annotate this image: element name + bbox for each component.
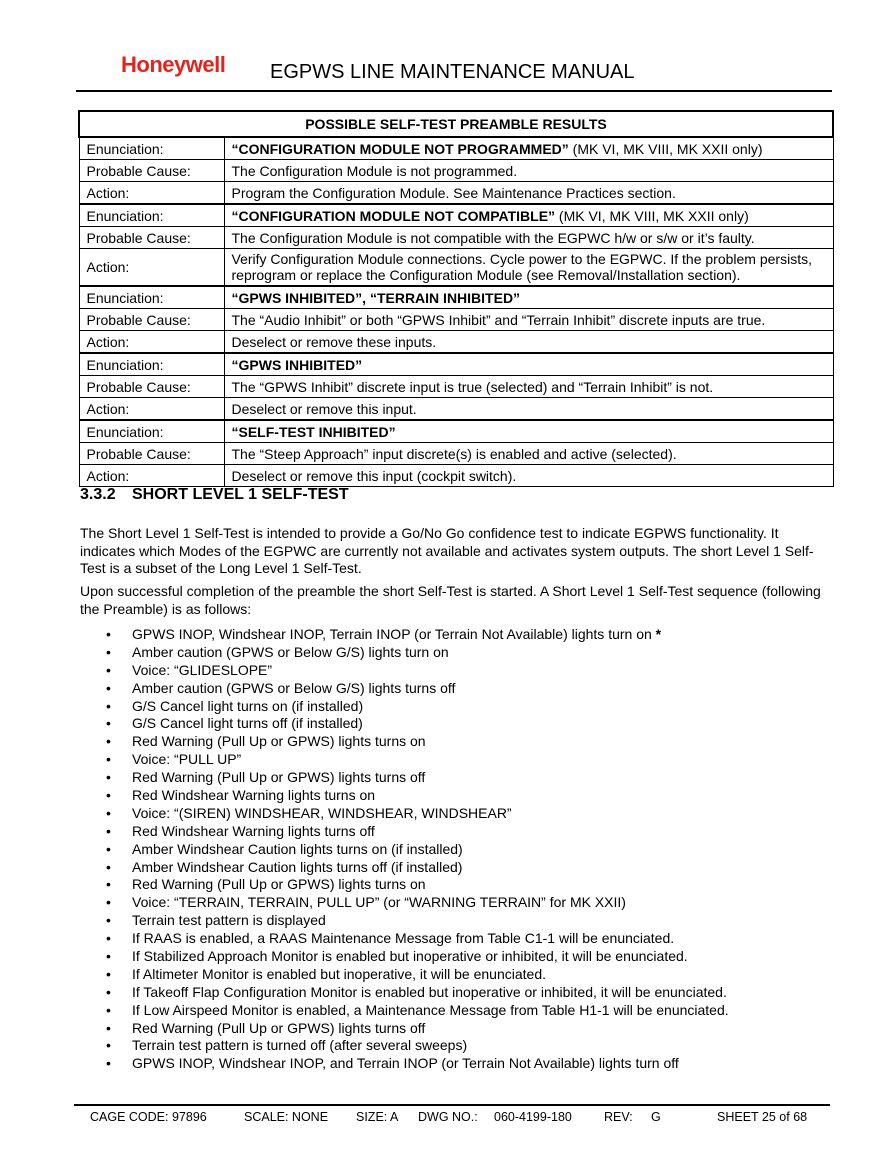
enunciation-row [79, 204, 833, 227]
preamble-results-table [78, 110, 834, 487]
action-row [79, 182, 833, 205]
enunciation-value [224, 420, 833, 443]
cause-row [79, 376, 833, 398]
intro-paragraph: The Short Level 1 Self-Test is intended to provide a Go/No Go confidence test to indicate EGPWS functionality. It indicates which Modes of the EGPWC are currently not available and activates system outputs. The short Level 1 Self-Test is a subset of the Long Level 1 Self-Test. [80, 525, 814, 576]
list-item: • Red Warning (Pull Up or GPWS) lights turns on [80, 876, 825, 894]
enunciation-row [79, 137, 833, 160]
enunciation-text: “CONFIGURATION MODULE NOT PROGRAMMED” [231, 140, 569, 157]
enunciation-label: Enunciation: [79, 204, 224, 227]
enunciation-label: Enunciation: [79, 420, 224, 443]
enunciation-row [79, 286, 833, 309]
enunciation-value [224, 286, 833, 309]
action-value: Deselect or remove these inputs. [224, 331, 833, 354]
cause-value: The “Audio Inhibit” or both “GPWS Inhibit” and “Terrain Inhibit” discrete inputs are true. [224, 309, 833, 331]
cage-code: CAGE CODE: 97896 [90, 1110, 207, 1124]
action-value: Program the Configuration Module. See Maintenance Practices section. [224, 182, 833, 205]
cause-label: Probable Cause: [79, 227, 224, 249]
action-value: Verify Configuration Module connections. Cycle power to the EGPWC. If the problem persists, reprogram or replace the Configuration Module (see Removal/Installation section). [224, 249, 833, 287]
action-label: Action: [79, 182, 224, 205]
section-number: 3.3.2 [80, 486, 116, 503]
list-item: • Voice: “(SIREN) WINDSHEAR, WINDSHEAR, WINDSHEAR” [80, 805, 825, 823]
cause-row [79, 309, 833, 331]
list-item: • Red Warning (Pull Up or GPWS) lights turns on [80, 733, 825, 751]
cause-label: Probable Cause: [79, 443, 224, 465]
action-label: Action: [79, 465, 224, 487]
asterisk-note: * [655, 626, 662, 642]
enunciation-row [79, 420, 833, 443]
enunciation-note: (MK VI, MK VIII, MK XXII only) [568, 140, 763, 157]
enunciation-value [224, 353, 833, 376]
manual-title: EGPWS LINE MAINTENANCE MANUAL [270, 61, 635, 83]
enunciation-value [224, 137, 833, 160]
rev-value: G [651, 1110, 661, 1124]
cause-row [79, 160, 833, 182]
list-item: • Amber Windshear Caution lights turns on (if installed) [80, 841, 825, 859]
cause-label: Probable Cause: [79, 160, 224, 182]
list-item: • Voice: “TERRAIN, TERRAIN, PULL UP” (or “WARNING TERRAIN” for MK XXII) [80, 894, 825, 912]
list-item: • Terrain test pattern is displayed [80, 912, 825, 930]
enunciation-note: (MK VI, MK VIII, MK XXII only) [555, 207, 749, 224]
cause-row [79, 227, 833, 249]
table-title-row [79, 111, 833, 137]
cause-value: The Configuration Module is not programmed. [224, 160, 833, 182]
cause-label: Probable Cause: [79, 309, 224, 331]
size: SIZE: A [356, 1110, 399, 1124]
enunciation-text: “GPWS INHIBITED”, “TERRAIN INHIBITED” [231, 289, 521, 306]
sequence-paragraph: Upon successful completion of the preamble the short Self-Test is started. A Short Level 1 Self-Test sequence (following the Preamble) is as follows: [80, 583, 821, 617]
list-item: • If Low Airspeed Monitor is enabled, a Maintenance Message from Table H1-1 will be enunciated. [80, 1002, 825, 1020]
enunciation-row [79, 353, 833, 376]
page-header [76, 50, 832, 92]
dwg-label: DWG NO.: [418, 1110, 478, 1124]
list-item: • G/S Cancel light turns on (if installed) [80, 698, 825, 716]
enunciation-label: Enunciation: [79, 286, 224, 309]
list-item: • Red Windshear Warning lights turns off [80, 823, 825, 841]
list-item: • Terrain test pattern is turned off (after several sweeps) [80, 1037, 825, 1055]
rev-label: REV: [604, 1110, 633, 1124]
cause-label: Probable Cause: [79, 376, 224, 398]
list-item: • If RAAS is enabled, a RAAS Maintenance Message from Table C1-1 will be enunciated. [80, 930, 825, 948]
list-item: • Red Windshear Warning lights turns on [80, 787, 825, 805]
sheet-number: SHEET 25 of 68 [717, 1110, 808, 1124]
enunciation-value [224, 204, 833, 227]
list-item: • Amber caution (GPWS or Below G/S) lights turn on [80, 644, 825, 662]
table-title: POSSIBLE SELF-TEST PREAMBLE RESULTS [79, 111, 833, 137]
list-item: • Voice: “PULL UP” [80, 751, 825, 769]
action-label: Action: [79, 331, 224, 354]
page-footer [74, 1104, 830, 1128]
action-row [79, 398, 833, 421]
enunciation-text: “GPWS INHIBITED” [231, 356, 363, 373]
enunciation-text: “SELF-TEST INHIBITED” [231, 423, 396, 440]
list-item: • Amber Windshear Caution lights turns off (if installed) [80, 859, 825, 877]
action-label: Action: [79, 398, 224, 421]
action-row [79, 331, 833, 354]
cause-value: The “Steep Approach” input discrete(s) is enabled and active (selected). [224, 443, 833, 465]
action-value: Deselect or remove this input (cockpit switch). [224, 465, 833, 487]
enunciation-label: Enunciation: [79, 353, 224, 376]
cause-value: The “GPWS Inhibit” discrete input is true (selected) and “Terrain Inhibit” is not. [224, 376, 833, 398]
list-item: • If Altimeter Monitor is enabled but inoperative, it will be enunciated. [80, 966, 825, 984]
section-title: SHORT LEVEL 1 SELF-TEST [132, 486, 349, 503]
list-item: • Red Warning (Pull Up or GPWS) lights turns off [80, 1020, 825, 1038]
list-item: • GPWS INOP, Windshear INOP, Terrain INOP (or Terrain Not Available) lights turn on * [80, 626, 825, 644]
enunciation-label: Enunciation: [79, 137, 224, 160]
scale: SCALE: NONE [244, 1110, 329, 1124]
action-row [79, 249, 833, 287]
list-item: • If Takeoff Flap Configuration Monitor is enabled but inoperative or inhibited, it will be enunciated. [80, 984, 825, 1002]
cause-row [79, 443, 833, 465]
list-item: • Amber caution (GPWS or Below G/S) lights turns off [80, 680, 825, 698]
list-item: • Voice: “GLIDESLOPE” [80, 662, 825, 680]
enunciation-text: “CONFIGURATION MODULE NOT COMPATIBLE” [231, 207, 556, 224]
self-test-sequence-list [80, 626, 825, 1073]
honeywell-logo: Honeywell [121, 52, 226, 77]
dwg-number: 060-4199-180 [494, 1110, 572, 1124]
action-value: Deselect or remove this input. [224, 398, 833, 421]
list-item: • GPWS INOP, Windshear INOP, and Terrain INOP (or Terrain Not Available) lights turn off [80, 1055, 825, 1073]
list-item: • Red Warning (Pull Up or GPWS) lights turns off [80, 769, 825, 787]
action-label: Action: [79, 249, 224, 287]
cause-value: The Configuration Module is not compatible with the EGPWC h/w or s/w or it’s faulty. [224, 227, 833, 249]
action-row [79, 465, 833, 487]
list-item: • If Stabilized Approach Monitor is enabled but inoperative or inhibited, it will be enunciated. [80, 948, 825, 966]
list-item: • G/S Cancel light turns off (if installed) [80, 715, 825, 733]
section-heading [80, 486, 349, 504]
